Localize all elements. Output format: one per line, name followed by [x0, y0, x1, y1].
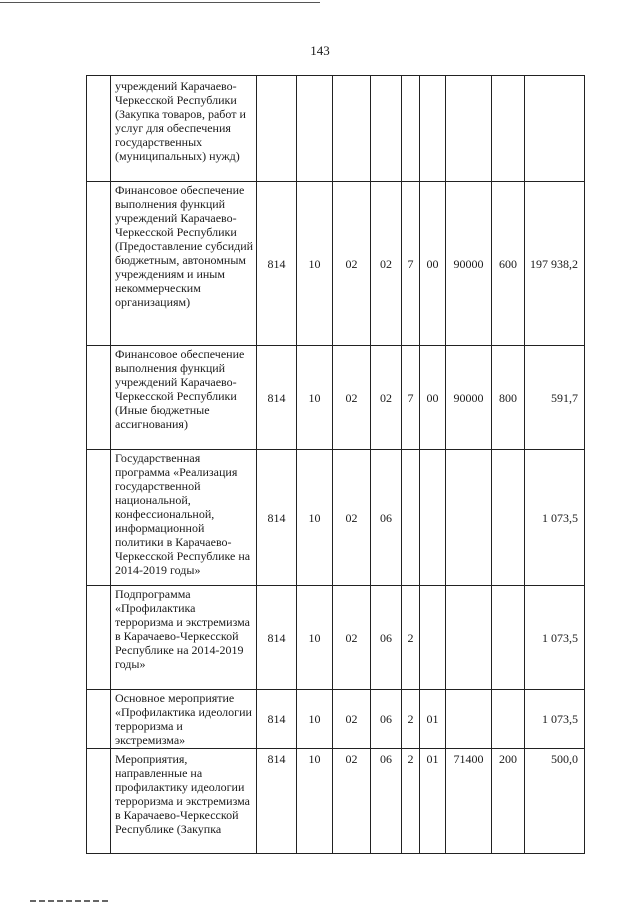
row-margin-cell — [87, 450, 111, 586]
target-code-subprogram — [402, 76, 420, 182]
ministry-code: 814 — [257, 749, 297, 854]
row-margin-cell — [87, 346, 111, 450]
target-code-event — [420, 586, 446, 690]
row-margin-cell — [87, 749, 111, 854]
section-code: 10 — [297, 690, 333, 749]
target-code-direction — [446, 690, 492, 749]
section-code: 10 — [297, 749, 333, 854]
target-code-subprogram: 7 — [402, 182, 420, 346]
table-row — [87, 586, 585, 690]
target-code-direction: 90000 — [446, 346, 492, 450]
row-margin-cell — [87, 690, 111, 749]
target-code-program: 06 — [371, 586, 402, 690]
ministry-code: 814 — [257, 586, 297, 690]
amount: 500,0 — [525, 749, 585, 854]
target-code-subprogram: 2 — [402, 586, 420, 690]
expense-type-code — [492, 690, 525, 749]
row-margin-cell — [87, 182, 111, 346]
section-code — [297, 76, 333, 182]
page-number: 143 — [310, 43, 330, 58]
table-row — [87, 450, 585, 586]
target-code-program: 02 — [371, 182, 402, 346]
ministry-code: 814 — [257, 450, 297, 586]
target-code-event — [420, 450, 446, 586]
subsection-code: 02 — [333, 346, 371, 450]
subsection-code: 02 — [333, 586, 371, 690]
item-name: Государственная программа «Реализация государственной национальной, конфессиональной, информационной политики в Карачаево-Черкесской Республике на 2014-2019 годы» — [111, 450, 257, 586]
target-code-subprogram: 7 — [402, 346, 420, 450]
target-code-direction: 71400 — [446, 749, 492, 854]
item-name: Основное мероприятие «Профилактика идеологии терроризма и экстремизма» — [111, 690, 257, 749]
expense-type-code: 200 — [492, 749, 525, 854]
section-code: 10 — [297, 182, 333, 346]
target-code-direction: 90000 — [446, 182, 492, 346]
expense-type-code: 600 — [492, 182, 525, 346]
item-name: Финансовое обеспечение выполнения функций учреждений Карачаево-Черкесской Республики (Предоставление субсидий бюджетным, автономным учреждениям и иным некоммерческим организациям) — [111, 182, 257, 346]
section-code: 10 — [297, 450, 333, 586]
item-name: Подпрограмма «Профилактика терроризма и экстремизма в Карачаево-Черкесской Республике на 2014-2019 годы» — [111, 586, 257, 690]
target-code-event: 00 — [420, 182, 446, 346]
table-row — [87, 749, 585, 854]
amount: 1 073,5 — [525, 450, 585, 586]
target-code-event: 01 — [420, 690, 446, 749]
target-code-subprogram: 2 — [402, 749, 420, 854]
target-code-program: 06 — [371, 450, 402, 586]
amount: 1 073,5 — [525, 690, 585, 749]
section-code: 10 — [297, 346, 333, 450]
table-row — [87, 182, 585, 346]
target-code-event: 00 — [420, 346, 446, 450]
expense-type-code: 800 — [492, 346, 525, 450]
budget-table — [86, 75, 585, 854]
subsection-code: 02 — [333, 450, 371, 586]
section-code: 10 — [297, 586, 333, 690]
table-row — [87, 346, 585, 450]
target-code-program: 02 — [371, 346, 402, 450]
amount: 591,7 — [525, 346, 585, 450]
ministry-code: 814 — [257, 182, 297, 346]
ministry-code: 814 — [257, 690, 297, 749]
amount: 197 938,2 — [525, 182, 585, 346]
subsection-code: 02 — [333, 749, 371, 854]
target-code-event: 01 — [420, 749, 446, 854]
target-code-direction — [446, 586, 492, 690]
target-code-subprogram: 2 — [402, 690, 420, 749]
subsection-code: 02 — [333, 690, 371, 749]
row-margin-cell — [87, 586, 111, 690]
scan-edge-line — [0, 2, 320, 3]
item-name: учреждений Карачаево-Черкесской Республики (Закупка товаров, работ и услуг для обеспечения государственных (муниципальных) нужд) — [111, 76, 257, 182]
ministry-code: 814 — [257, 346, 297, 450]
ministry-code — [257, 76, 297, 182]
amount — [525, 76, 585, 182]
target-code-program: 06 — [371, 749, 402, 854]
subsection-code — [333, 76, 371, 182]
target-code-subprogram — [402, 450, 420, 586]
item-name: Мероприятия, направленные на профилактику идеологии терроризма и экстремизма в Карачаево-Черкесской Республике (Закупка — [111, 749, 257, 854]
table-row — [87, 690, 585, 749]
row-margin-cell — [87, 76, 111, 182]
target-code-event — [420, 76, 446, 182]
item-name: Финансовое обеспечение выполнения функций учреждений Карачаево-Черкесской Республики (Иные бюджетные ассигнования) — [111, 346, 257, 450]
expense-type-code — [492, 450, 525, 586]
subsection-code: 02 — [333, 182, 371, 346]
expense-type-code — [492, 586, 525, 690]
target-code-direction — [446, 450, 492, 586]
expense-type-code — [492, 76, 525, 182]
amount: 1 073,5 — [525, 586, 585, 690]
scan-artifact — [30, 900, 110, 902]
target-code-direction — [446, 76, 492, 182]
table-row — [87, 76, 585, 182]
target-code-program — [371, 76, 402, 182]
target-code-program: 06 — [371, 690, 402, 749]
